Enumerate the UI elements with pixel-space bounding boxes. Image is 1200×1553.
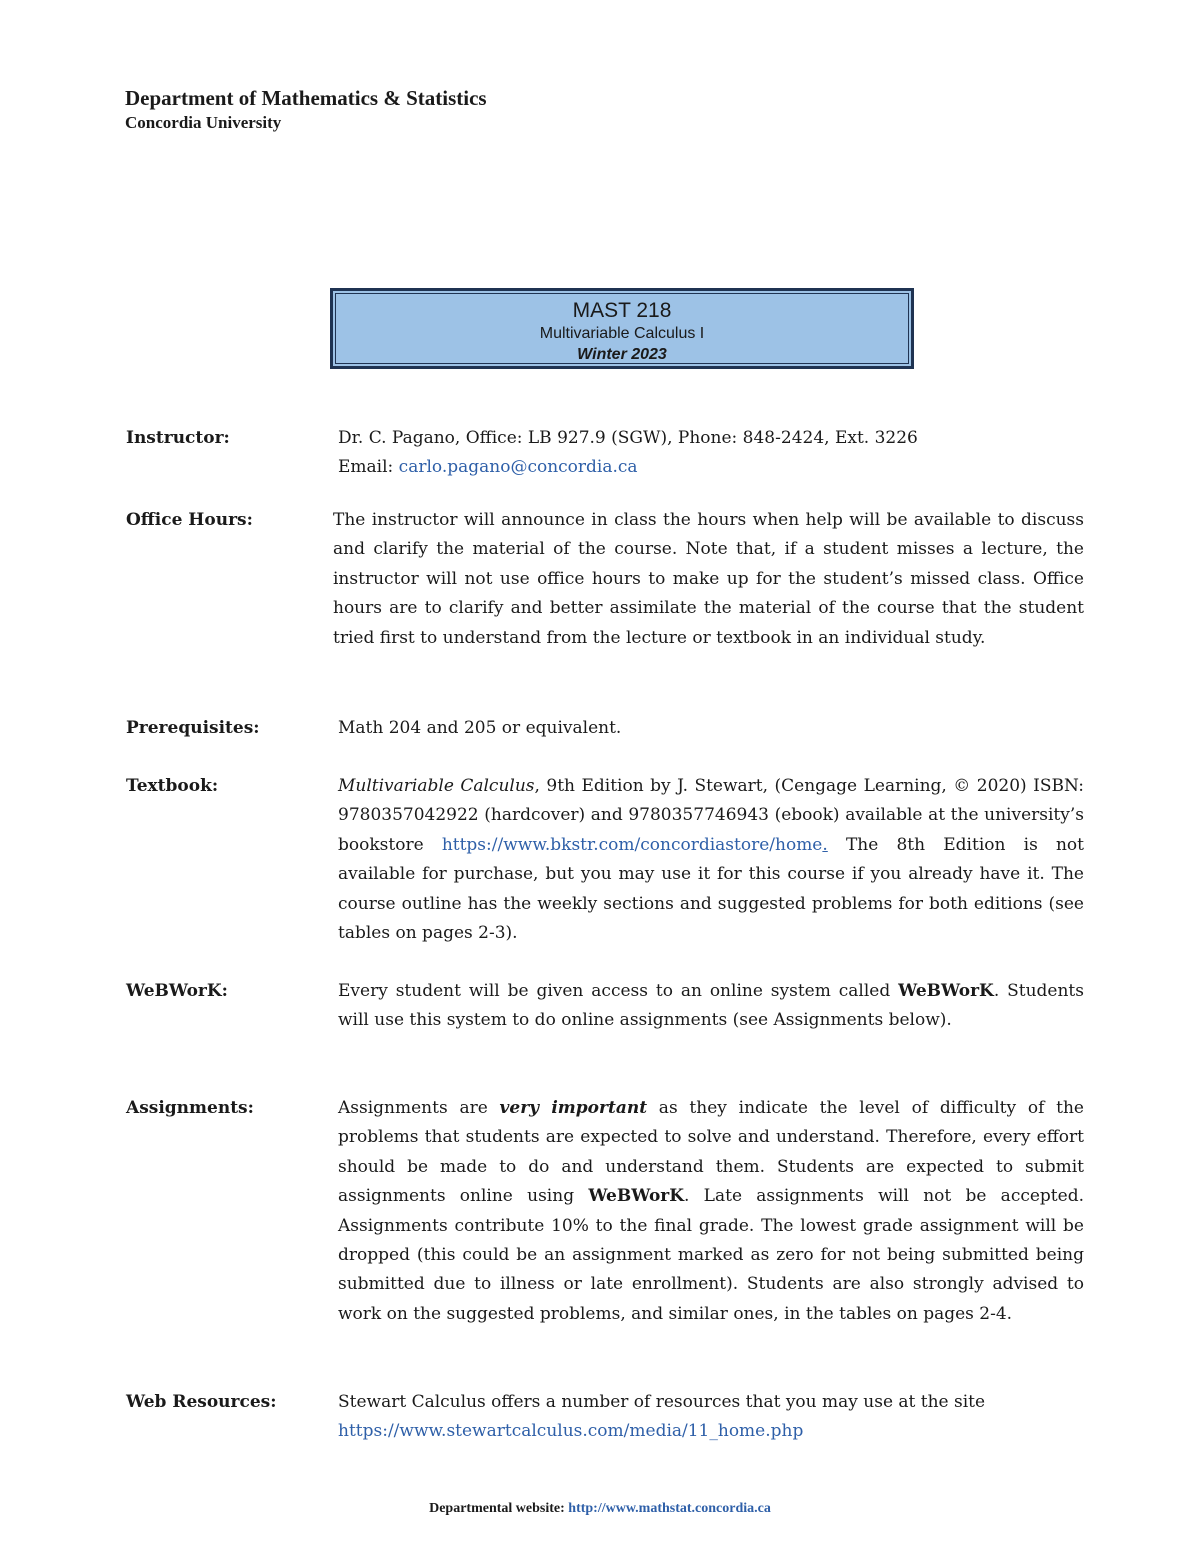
assignments-emphasis: very important (499, 1098, 648, 1118)
instructor-email-line (338, 453, 1084, 482)
instructor-email-link[interactable]: carlo.pagano@concordia.ca (398, 457, 638, 478)
email-label: Email: (338, 457, 399, 478)
document-header (125, 86, 487, 136)
webwork-text-start: Every student will be given access to an online system called (338, 981, 899, 1001)
prerequisites-label: Prerequisites: (126, 718, 260, 738)
textbook-text (338, 772, 1084, 948)
course-code: MAST 218 (572, 299, 672, 322)
office-hours-label: Office Hours: (126, 510, 253, 530)
stewart-calculus-link[interactable]: https://www.stewartcalculus.com/media/11_home.php (338, 1421, 804, 1442)
webwork-text-end: . Students will use this system to do online assignments (see Assignments below). (338, 981, 1084, 1031)
textbook-details: , 9th Edition by J. Stewart, (Cengage Learning, © 2020) ISBN: 9780357042922 (hardcover) and 9780357746943 (ebook) available at the university’s bookstore (338, 776, 1084, 855)
web-resources-description: Stewart Calculus offers a number of resources that you may use at the site (338, 1392, 986, 1412)
webwork-label: WeBWorK: (126, 981, 228, 1001)
assignments-text-start: Assignments are (338, 1098, 500, 1118)
course-title: Multivariable Calculus I (539, 325, 705, 342)
textbook-label: Textbook: (126, 776, 219, 796)
webwork-text (338, 977, 1084, 1036)
instructor-label: Instructor: (126, 428, 230, 448)
bookstore-link-suffix[interactable]: . (822, 834, 828, 855)
webwork-name: WeBWorK (898, 981, 994, 1001)
assignments-webwork-name: WeBWorK (588, 1186, 685, 1207)
department-website-link[interactable]: http://www.mathstat.concordia.ca (568, 1501, 771, 1516)
office-hours-text: The instructor will announce in class the hours when help will be available to discuss and clarify the material of the course. Note that, if a student misses a lecture, the instructor will not use office hours to make up for the student’s missed class. Office hours are to clarify and better assimilate the material of the course that the student tried first to understand from the lecture or textbook in an individual study. (333, 510, 1084, 648)
web-resources-label: Web Resources: (126, 1392, 277, 1412)
department-name: Department of Mathematics & Statistics (125, 86, 487, 110)
bookstore-link[interactable]: https://www.bkstr.com/concordiastore/home (441, 834, 823, 855)
instructor-details (338, 424, 1084, 483)
prerequisites-text: Math 204 and 205 or equivalent. (338, 718, 622, 738)
page-footer (0, 1501, 1200, 1517)
course-term: Winter 2023 (577, 346, 667, 363)
assignments-text-end: . Late assignments will not be accepted. Assignments contribute 10% to the final grade. The lowest grade assignment will be dropped (this could be an assignment marked as zero for not being submitted being submitted due to illness or late enrollment). Students are also strongly advised to work on the suggested problems, and similar ones, in the tables on pages 2-4. (338, 1186, 1084, 1324)
course-title-box (330, 288, 914, 369)
textbook-title: Multivariable Calculus (338, 776, 535, 796)
web-resources-text (338, 1388, 1084, 1447)
assignments-text (338, 1094, 1084, 1329)
footer-label: Departmental website: (429, 1501, 569, 1516)
textbook-edition-note: The 8th Edition is not available for purchase, but you may use it for this course if you already have it. The course outline has the weekly sections and suggested problems for both editions (see tables on pages 2-3). (338, 834, 1084, 944)
university-name: Concordia University (125, 113, 282, 132)
assignments-label: Assignments: (126, 1098, 254, 1118)
assignments-text-middle: as they indicate the level of difficulty of the problems that students are expected to solve and understand. Therefore, every effort should be made to do and understand them. Students are expected to submit assignments online using (338, 1098, 1084, 1207)
instructor-info: Dr. C. Pagano, Office: LB 927.9 (SGW), Phone: 848-2424, Ext. 3226 (338, 428, 918, 448)
